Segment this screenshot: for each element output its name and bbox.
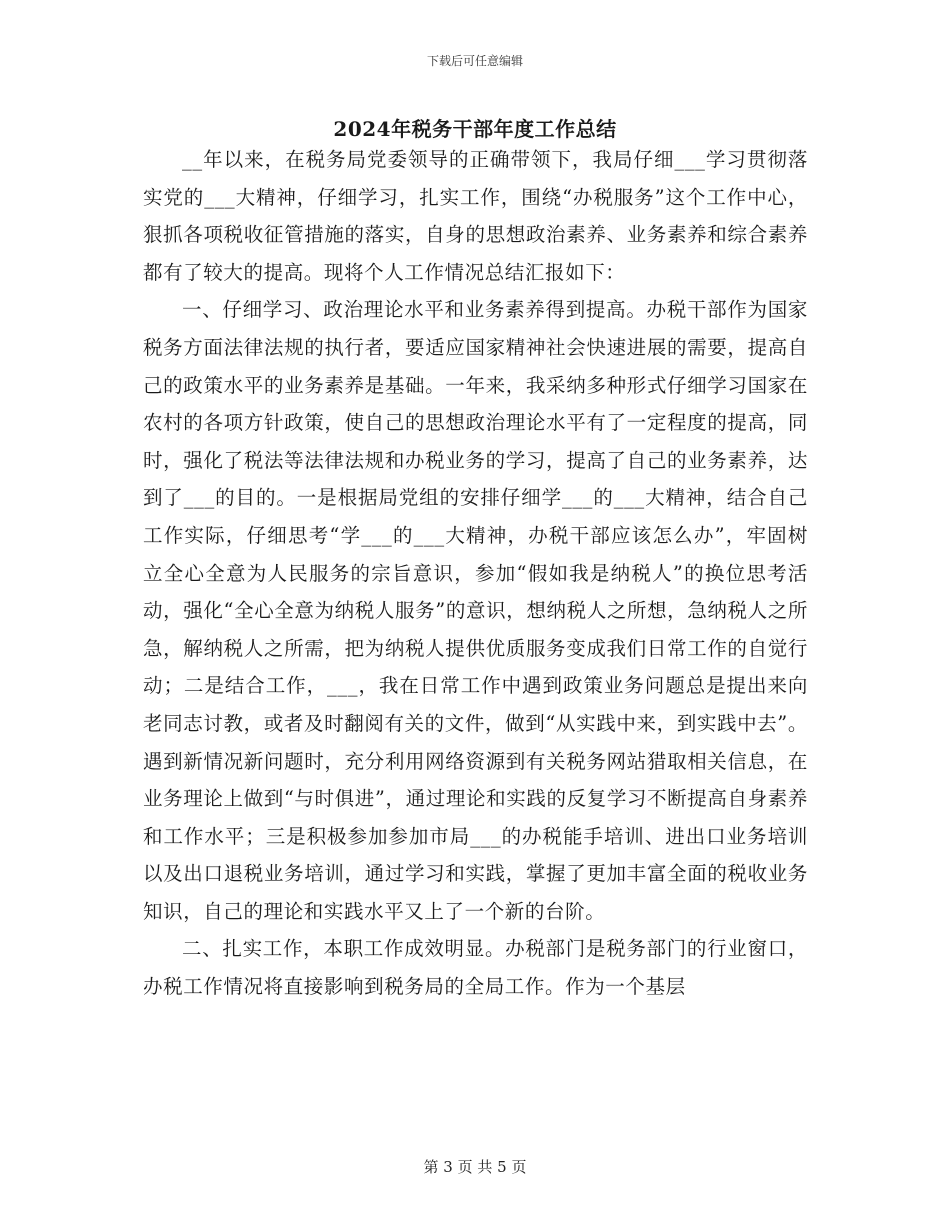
document-title: 2024年税务干部年度工作总结 — [333, 117, 617, 141]
paragraph-section-one: 一、仔细学习、政治理论水平和业务素养得到提高。办税干部作为国家税务方面法律法规的执行者，要适应国家精神社会快速进展的需要，提高自己的政策水平的业务素养是基础。一年来，我采纳多种形式仔细学习国家在农村的各项方针政策，使自己的思想政治理论水平有了一定程度的提高，同时，强化了税法等法律法规和办税业务的学习，提高了自己的业务素养，达到了___的目的。一是根据局党组的安排仔细学___的___大精神，结合自己工作实际，仔细思考“学___的___大精神，办税干部应该怎么办”，牢固树立全心全意为人民服务的宗旨意识，参加“假如我是纳税人”的换位思考活动，强化“全心全意为纳税人服务”的意识，想纳税人之所想，急纳税人之所急，解纳税人之所需，把为纳税人提供优质服务变成我们日常工作的自觉行动；二是结合工作，___，我在日常工作中遇到政策业务问题总是提出来向老同志讨教，或者及时翻阅有关的文件，做到“从实践中来，到实践中去”。遇到新情况新问题时，充分利用网络资源到有关税务网站猎取相关信息，在业务理论上做到“与时俱进”，通过理论和实践的反复学习不断提高自身素养和工作水平；三是积极参加参加市局___的办税能手培训、进出口业务培训以及出口退税业务培训，通过学习和实践，掌握了更加丰富全面的税收业务知识，自己的理论和实践水平又上了一个新的台阶。 — [143, 298, 808, 923]
document-body — [143, 141, 808, 1006]
page-number: 第 3 页 共 5 页 — [423, 1158, 527, 1176]
paragraph-section-two: 二、扎实工作，本职工作成效明显。办税部门是税务部门的行业窗口，办税工作情况将直接影响到税务局的全局工作。作为一个基层 — [143, 937, 808, 999]
header-note: 下载后可任意编辑 — [426, 54, 523, 68]
paragraph-intro: __年以来，在税务局党委领导的正确带领下，我局仔细___学习贯彻落实党的___大精神，仔细学习，扎实工作，围绕“办税服务”这个工作中心，狠抓各项税收征管措施的落实，自身的思想政治素养、业务素养和综合素养都有了较大的提高。现将个人工作情况总结汇报如下： — [143, 148, 808, 284]
